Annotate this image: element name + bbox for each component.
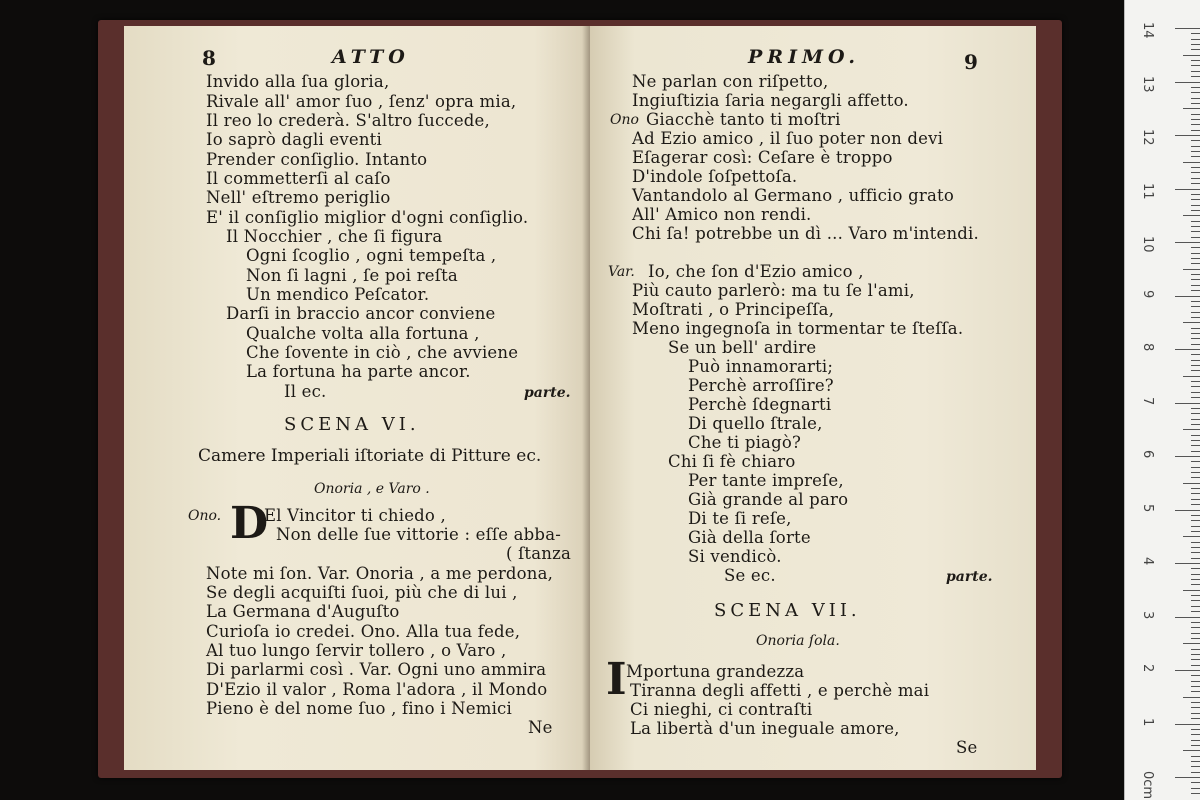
ruler-tick xyxy=(1191,718,1200,719)
parte-label: parte. xyxy=(524,385,571,401)
ruler-tick xyxy=(1191,124,1200,125)
text-line: Se degli acquiſti ſuoi, più che di lui , xyxy=(206,583,518,602)
drop-capital: I xyxy=(606,654,627,705)
ruler-tick xyxy=(1191,477,1200,478)
text-line: Ne parlan con riſpetto, xyxy=(632,72,829,91)
ruler-tick xyxy=(1191,194,1200,195)
text-line: Il commetterſi al caſo xyxy=(206,169,391,188)
ruler-tick xyxy=(1191,39,1200,40)
ruler-label: 6 xyxy=(1140,450,1155,459)
ruler-tick xyxy=(1191,472,1200,473)
ruler-label: 1 xyxy=(1140,717,1155,726)
drop-capital: D xyxy=(230,498,269,549)
ruler-label: 4 xyxy=(1140,557,1155,566)
text-line: Di parlarmi così . Var. Ogni uno ammira xyxy=(206,660,547,679)
ruler-tick xyxy=(1191,681,1200,682)
ruler-tick xyxy=(1191,499,1200,500)
ruler-tick xyxy=(1191,702,1200,703)
ruler-tick xyxy=(1191,317,1200,318)
ruler-tick xyxy=(1191,360,1200,361)
ruler-tick xyxy=(1191,306,1200,307)
ruler-tick xyxy=(1183,162,1200,163)
ruler-tick xyxy=(1191,231,1200,232)
ruler-label: 9 xyxy=(1140,289,1155,298)
ruler-tick xyxy=(1175,403,1200,404)
ruler-tick xyxy=(1183,376,1200,377)
scene-characters: Onoria , e Varo . xyxy=(314,481,430,497)
text-line: Curioſa io credei. Ono. Alla tua fede, xyxy=(206,622,521,641)
text-line: Rivale all' amor ſuo , ſenz' opra mia, xyxy=(206,92,517,111)
text-line: Darſi in braccio ancor conviene xyxy=(226,304,496,323)
ruler-tick xyxy=(1175,617,1200,618)
ruler-tick xyxy=(1191,707,1200,708)
ruler-tick xyxy=(1191,237,1200,238)
ruler-tick xyxy=(1191,493,1200,494)
ruler-tick xyxy=(1191,675,1200,676)
text-line: Io saprò dagli eventi xyxy=(206,130,382,149)
text-line: Io, che ſon d'Ezio amico , xyxy=(648,262,864,281)
ruler-tick xyxy=(1191,146,1200,147)
ruler-tick xyxy=(1183,483,1200,484)
ruler-tick xyxy=(1191,60,1200,61)
text-line: Nell' eſtremo periglio xyxy=(206,188,391,207)
ruler-tick xyxy=(1183,697,1200,698)
text-line: Perchè arroſſire? xyxy=(688,376,834,395)
ruler-tick xyxy=(1191,552,1200,553)
ruler-tick xyxy=(1191,756,1200,757)
ruler-tick xyxy=(1191,76,1200,77)
text-line: Se un bell' ardire xyxy=(668,338,817,357)
text-line: Chi ſi fè chiaro xyxy=(668,452,796,471)
ruler-tick xyxy=(1191,301,1200,302)
ruler-tick xyxy=(1191,691,1200,692)
ruler-tick xyxy=(1191,579,1200,580)
text-line: Di quello ſtrale, xyxy=(688,414,823,433)
ruler-tick xyxy=(1191,788,1200,789)
ruler-tick xyxy=(1191,504,1200,505)
ruler-label: 14 xyxy=(1140,22,1155,39)
text-line: Al tuo lungo ſervir tollero , o Varo , xyxy=(206,641,507,660)
scene-title: SCENA VII. xyxy=(714,600,861,621)
ruler-tick xyxy=(1191,627,1200,628)
text-line: D'indole ſoſpettoſa. xyxy=(632,167,798,186)
ruler-tick xyxy=(1191,140,1200,141)
ruler-tick xyxy=(1191,745,1200,746)
ruler-tick xyxy=(1191,65,1200,66)
ruler-label: 13 xyxy=(1140,75,1155,93)
page-number-left: 8 xyxy=(202,46,216,70)
ruler-tick xyxy=(1191,354,1200,355)
scene-characters: Onoria ſola. xyxy=(756,633,840,649)
ruler-tick xyxy=(1175,510,1200,511)
ruler-tick xyxy=(1191,606,1200,607)
ruler-tick xyxy=(1191,654,1200,655)
ruler-tick xyxy=(1191,467,1200,468)
left-page xyxy=(124,26,590,770)
text-line: Che ti piagò? xyxy=(688,433,802,452)
text-line: Perchè ſdegnarti xyxy=(688,395,832,414)
ruler-tick xyxy=(1191,333,1200,334)
catchword: Ne xyxy=(528,718,553,737)
speaker-label: Ono xyxy=(610,112,639,128)
ruler-tick xyxy=(1191,312,1200,313)
ruler-tick xyxy=(1183,590,1200,591)
text-line: Ci nieghi, ci contraſti xyxy=(630,700,813,719)
text-line: Ad Ezio amico , il ſuo poter non devi xyxy=(632,129,944,148)
ruler-tick xyxy=(1183,750,1200,751)
text-line: Più cauto parlerò: ma tu ſe l'ami, xyxy=(632,281,915,300)
ruler-label: 0cm xyxy=(1140,771,1155,800)
text-line: All' Amico non rendi. xyxy=(632,205,812,224)
ruler-tick xyxy=(1191,167,1200,168)
ruler-label: 8 xyxy=(1140,343,1155,352)
ruler-tick xyxy=(1191,44,1200,45)
ruler-tick xyxy=(1175,28,1200,29)
ruler-tick xyxy=(1175,135,1200,136)
ruler-label: 11 xyxy=(1140,182,1155,200)
ruler-label: 3 xyxy=(1140,610,1155,619)
text-line: Eſagerar così: Ceſare è troppo xyxy=(632,148,893,167)
text-line: Non ſi lagni , ſe poi reſta xyxy=(246,266,458,285)
text-line: Già grande al paro xyxy=(688,490,849,509)
ruler-tick xyxy=(1191,558,1200,559)
ruler-tick xyxy=(1191,531,1200,532)
ruler-tick xyxy=(1191,397,1200,398)
text-line: Il Nocchier , che ſi figura xyxy=(226,227,443,246)
ruler-tick xyxy=(1191,178,1200,179)
text-line: Può innamorarti; xyxy=(688,357,834,376)
ruler-tick xyxy=(1191,782,1200,783)
text-line: Note mi ſon. Var. Onoria , a me perdona, xyxy=(206,564,554,583)
text-line: Che ſovente in ciò , che avviene xyxy=(246,343,519,362)
ruler-tick xyxy=(1191,595,1200,596)
ruler-tick xyxy=(1191,183,1200,184)
ruler-tick xyxy=(1191,413,1200,414)
ruler-tick xyxy=(1191,451,1200,452)
measuring-ruler xyxy=(1124,0,1200,800)
parte-label: parte. xyxy=(946,569,993,585)
ruler-tick xyxy=(1175,296,1200,297)
text-line: Prender conſiglio. Intanto xyxy=(206,150,428,169)
text-line: Già della ſorte xyxy=(688,528,811,547)
ruler-tick xyxy=(1183,269,1200,270)
ruler-tick xyxy=(1191,151,1200,152)
ruler-tick xyxy=(1191,258,1200,259)
ruler-tick xyxy=(1191,424,1200,425)
ruler-tick xyxy=(1191,526,1200,527)
text-line: Mportuna grandezza xyxy=(626,662,805,681)
ruler-tick xyxy=(1183,322,1200,323)
text-line: Ogni ſcoglio , ogni tempeſta , xyxy=(246,246,497,265)
ruler-tick xyxy=(1191,87,1200,88)
ruler-tick xyxy=(1191,114,1200,115)
ruler-tick xyxy=(1191,686,1200,687)
scene-title: SCENA VI. xyxy=(284,414,420,435)
ruler-tick xyxy=(1191,729,1200,730)
ruler-label: 5 xyxy=(1140,503,1155,512)
ruler-tick xyxy=(1191,344,1200,345)
text-line: Chi ſa! potrebbe un dì ... Varo m'intendi. xyxy=(632,224,979,243)
ruler-tick xyxy=(1191,633,1200,634)
text-line: Ingiuſtizia ſaria negargli affetto. xyxy=(632,91,909,110)
ruler-tick xyxy=(1175,349,1200,350)
ruler-tick xyxy=(1191,279,1200,280)
text-line: Pieno è del nome ſuo , fino i Nemici xyxy=(206,699,512,718)
ruler-tick xyxy=(1191,103,1200,104)
ruler-tick xyxy=(1175,777,1200,778)
ruler-tick xyxy=(1191,247,1200,248)
ruler-tick xyxy=(1183,429,1200,430)
ruler-tick xyxy=(1191,665,1200,666)
ruler-tick xyxy=(1191,71,1200,72)
ruler-tick xyxy=(1191,419,1200,420)
ruler-tick xyxy=(1191,547,1200,548)
ruler-tick xyxy=(1191,488,1200,489)
ruler-tick xyxy=(1191,793,1200,794)
ruler-tick xyxy=(1183,643,1200,644)
ruler-tick xyxy=(1175,189,1200,190)
text-line: Giacchè tanto ti moſtri xyxy=(646,110,841,129)
ruler-tick xyxy=(1191,199,1200,200)
catchword: Se xyxy=(956,738,978,757)
ruler-tick xyxy=(1191,338,1200,339)
text-line: El Vincitor ti chiedo , xyxy=(264,506,446,525)
ruler-tick xyxy=(1191,649,1200,650)
ruler-tick xyxy=(1191,568,1200,569)
ruler-tick xyxy=(1191,92,1200,93)
ruler-tick xyxy=(1191,253,1200,254)
ruler-label: 10 xyxy=(1140,236,1155,253)
ruler-tick xyxy=(1191,205,1200,206)
ruler-tick xyxy=(1191,156,1200,157)
text-line: La Germana d'Auguſto xyxy=(206,602,400,621)
running-head-left: ATTO xyxy=(332,46,410,68)
ruler-tick xyxy=(1191,440,1200,441)
ruler-tick xyxy=(1191,370,1200,371)
speaker-label: Ono. xyxy=(188,508,222,524)
text-line: La fortuna ha parte ancor. xyxy=(246,362,471,381)
ruler-tick xyxy=(1191,740,1200,741)
ruler-tick xyxy=(1183,108,1200,109)
ruler-label: 7 xyxy=(1140,396,1155,405)
text-line: Non delle ſue vittorie : eſſe abba- xyxy=(276,525,562,544)
ruler-tick xyxy=(1191,130,1200,131)
text-line: ( ſtanza xyxy=(506,544,572,563)
ruler-tick xyxy=(1191,542,1200,543)
ruler-tick xyxy=(1191,210,1200,211)
ruler-tick xyxy=(1191,98,1200,99)
ruler-tick xyxy=(1175,563,1200,564)
ruler-tick xyxy=(1191,172,1200,173)
text-line: La libertà d'un ineguale amore, xyxy=(630,719,900,738)
ruler-tick xyxy=(1183,215,1200,216)
text-line: Qualche volta alla fortuna , xyxy=(246,324,480,343)
ruler-tick xyxy=(1191,772,1200,773)
ruler-tick xyxy=(1191,381,1200,382)
ruler-tick xyxy=(1191,365,1200,366)
text-line: Vantandolo al Germano , ufficio grato xyxy=(632,186,954,205)
ruler-tick xyxy=(1191,285,1200,286)
ruler-tick xyxy=(1191,734,1200,735)
ruler-tick xyxy=(1191,408,1200,409)
page-number-right: 9 xyxy=(964,50,978,74)
ruler-tick xyxy=(1191,574,1200,575)
ruler-tick xyxy=(1191,766,1200,767)
ruler-tick xyxy=(1191,713,1200,714)
text-line: Si vendicò. xyxy=(688,547,782,566)
ruler-label: 2 xyxy=(1140,664,1155,673)
speaker-label: Var. xyxy=(608,264,635,280)
ruler-tick xyxy=(1191,226,1200,227)
ruler-tick xyxy=(1175,670,1200,671)
ruler-tick xyxy=(1191,611,1200,612)
ruler-tick xyxy=(1191,435,1200,436)
text-line: Moſtrati , o Principeſſa, xyxy=(632,300,835,319)
ruler-tick xyxy=(1191,461,1200,462)
ruler-tick xyxy=(1191,622,1200,623)
ruler-tick xyxy=(1191,761,1200,762)
text-line: Il reo lo crederà. S'altro ſuccede, xyxy=(206,111,490,130)
ruler-tick xyxy=(1191,263,1200,264)
ruler-tick xyxy=(1191,520,1200,521)
scene-setting: Camere Imperiali iſtoriate di Pitture ec. xyxy=(198,446,542,466)
text-line: Tiranna degli affetti , e perchè mai xyxy=(630,681,930,700)
right-page xyxy=(590,26,1036,770)
ruler-tick xyxy=(1191,584,1200,585)
ruler-tick xyxy=(1191,221,1200,222)
ruler-tick xyxy=(1191,386,1200,387)
text-line: Un mendico Peſcator. xyxy=(246,285,430,304)
text-line: Se ec. xyxy=(724,566,776,585)
ruler-tick xyxy=(1191,49,1200,50)
ruler-tick xyxy=(1191,600,1200,601)
text-line: Invido alla ſua gloria, xyxy=(206,72,390,91)
ruler-tick xyxy=(1191,119,1200,120)
ruler-tick xyxy=(1191,638,1200,639)
text-line: E' il conſiglio miglior d'ogni conſiglio. xyxy=(206,208,529,227)
ruler-tick xyxy=(1191,659,1200,660)
ruler-tick xyxy=(1191,33,1200,34)
ruler-tick xyxy=(1191,274,1200,275)
text-line: Il ec. xyxy=(284,382,327,401)
text-line: D'Ezio il valor , Roma l'adora , il Mondo xyxy=(206,680,548,699)
text-line: Per tante impreſe, xyxy=(688,471,844,490)
ruler-tick xyxy=(1175,724,1200,725)
ruler-tick xyxy=(1191,392,1200,393)
ruler-tick xyxy=(1191,290,1200,291)
ruler-label: 12 xyxy=(1140,129,1155,146)
ruler-tick xyxy=(1191,515,1200,516)
ruler-tick xyxy=(1191,328,1200,329)
ruler-tick xyxy=(1175,82,1200,83)
running-head-right: PRIMO. xyxy=(748,46,861,68)
ruler-tick xyxy=(1191,445,1200,446)
ruler-tick xyxy=(1175,242,1200,243)
text-line: Meno ingegnoſa in tormentar te ſteſſa. xyxy=(632,319,964,338)
ruler-tick xyxy=(1183,55,1200,56)
text-line: Di te ſi reſe, xyxy=(688,509,792,528)
ruler-tick xyxy=(1183,536,1200,537)
ruler-tick xyxy=(1175,456,1200,457)
